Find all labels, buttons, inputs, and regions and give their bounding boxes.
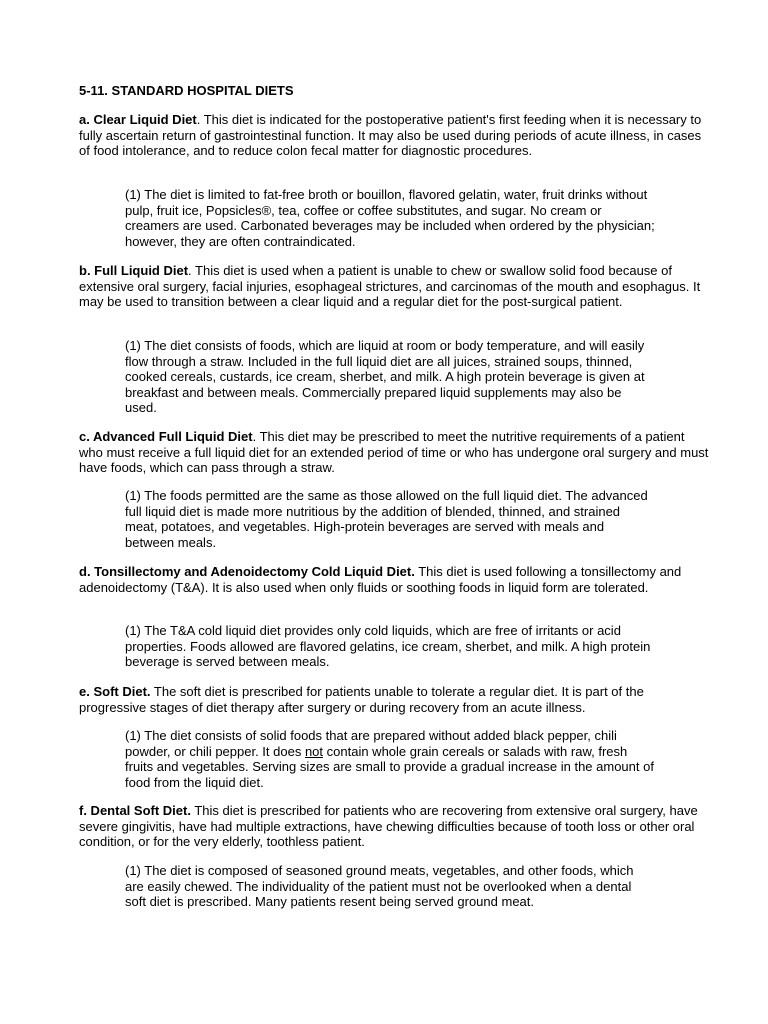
section-a-heading: a. Clear Liquid Diet — [79, 112, 197, 127]
section-f-heading: f. Dental Soft Diet. — [79, 803, 191, 818]
section-d-heading: d. Tonsillectomy and Adenoidectomy Cold Liquid Diet. — [79, 564, 415, 579]
section-e-text: The soft diet is prescribed for patients unable to tolerate a regular diet. It is part of the progressive stages of diet therapy after surgery or during recovery from an acute illness. — [79, 684, 644, 715]
section-b-text: . This diet is used when a patient is unable to chew or swallow solid food because of extensive oral surgery, facial injuries, esophageal strictures, and carcinomas of the mouth and esophagus. It may be used to transition between a clear liquid and a regular diet for the post-surgical patient. — [79, 263, 701, 309]
section-e-heading: e. Soft Diet. — [79, 684, 151, 699]
section-c-paragraph — [79, 429, 709, 476]
page-title: 5-11. STANDARD HOSPITAL DIETS — [79, 83, 294, 98]
section-e-paragraph — [79, 684, 709, 715]
section-c-text: . This diet may be prescribed to meet the nutritive requirements of a patient who must receive a full liquid diet for an extended period of time or who has undergone oral surgery and must have foods, which can pass through a straw. — [79, 429, 709, 475]
section-d-paragraph — [79, 564, 709, 595]
section-d-text: This diet is used following a tonsillectomy and adenoidectomy (T&A). It is also used when only fluids or soothing foods in liquid form are tolerated. — [79, 564, 682, 595]
section-e-subparagraph — [125, 728, 655, 790]
section-b-heading: b. Full Liquid Diet — [79, 263, 189, 278]
section-f-text: This diet is prescribed for patients who are recovering from extensive oral surgery, have severe gingivitis, have had multiple extractions, have chewing difficulties because of tooth loss or other oral condition, or for the very elderly, toothless patient. — [79, 803, 698, 849]
section-a-paragraph — [79, 112, 709, 159]
section-e-sub-before: (1) The diet consists of solid foods that are prepared without added black pepper, chili powder, or chili pepper. It does — [125, 728, 617, 759]
section-f-subparagraph: (1) The diet is composed of seasoned ground meats, vegetables, and other foods, which are easily chewed. The individuality of the patient must not be overlooked when a dental soft diet is prescribed. Many patients resent being served ground meat. — [125, 863, 634, 909]
section-c-subparagraph: (1) The foods permitted are the same as those allowed on the full liquid diet. The advanced full liquid diet is made more nutritious by the addition of blended, thinned, and strained meat, potatoes, and vegetables. High-protein beverages are served with meals and between meals. — [125, 488, 648, 550]
section-e-sub-emphasis: not — [304, 743, 324, 759]
section-a-text: . This diet is indicated for the postoperative patient's first feeding when it is necessary to fully ascertain return of gastrointestinal function. It may also be used during periods of acute illness, in cases of food intolerance, and to reduce colon fecal matter for diagnostic procedures. — [79, 112, 702, 158]
section-a-subparagraph: (1) The diet is limited to fat-free broth or bouillon, flavored gelatin, water, fruit drinks without pulp, fruit ice, Popsicles®, tea, coffee or coffee substitutes, and sugar. No cream or creamers are used. Carbonated beverages may be included when ordered by the physician; however, they are often contraindicated. — [125, 187, 655, 249]
section-c-heading: c. Advanced Full Liquid Diet — [79, 429, 253, 444]
section-b-subparagraph: (1) The diet consists of foods, which are liquid at room or body temperature, and will easily flow through a straw. Included in the full liquid diet are all juices, strained soups, thinned, cooked cereals, custards, ice cream, sherbet, and milk. A high protein beverage is given at breakfast and between meals. Commercially prepared liquid supplements may also be used. — [125, 338, 645, 415]
section-b-paragraph — [79, 263, 709, 310]
section-d-subparagraph: (1) The T&A cold liquid diet provides only cold liquids, which are free of irritants or acid properties. Foods allowed are flavored gelatins, ice cream, sherbet, and milk. A high protein beverage is served between meals. — [125, 623, 651, 669]
section-e-sub-after: contain whole grain cereals or salads with raw, fresh fruits and vegetables. Serving sizes are small to provide a gradual increase in the amount of food from the liquid diet. — [125, 743, 654, 790]
section-f-paragraph — [79, 803, 709, 850]
